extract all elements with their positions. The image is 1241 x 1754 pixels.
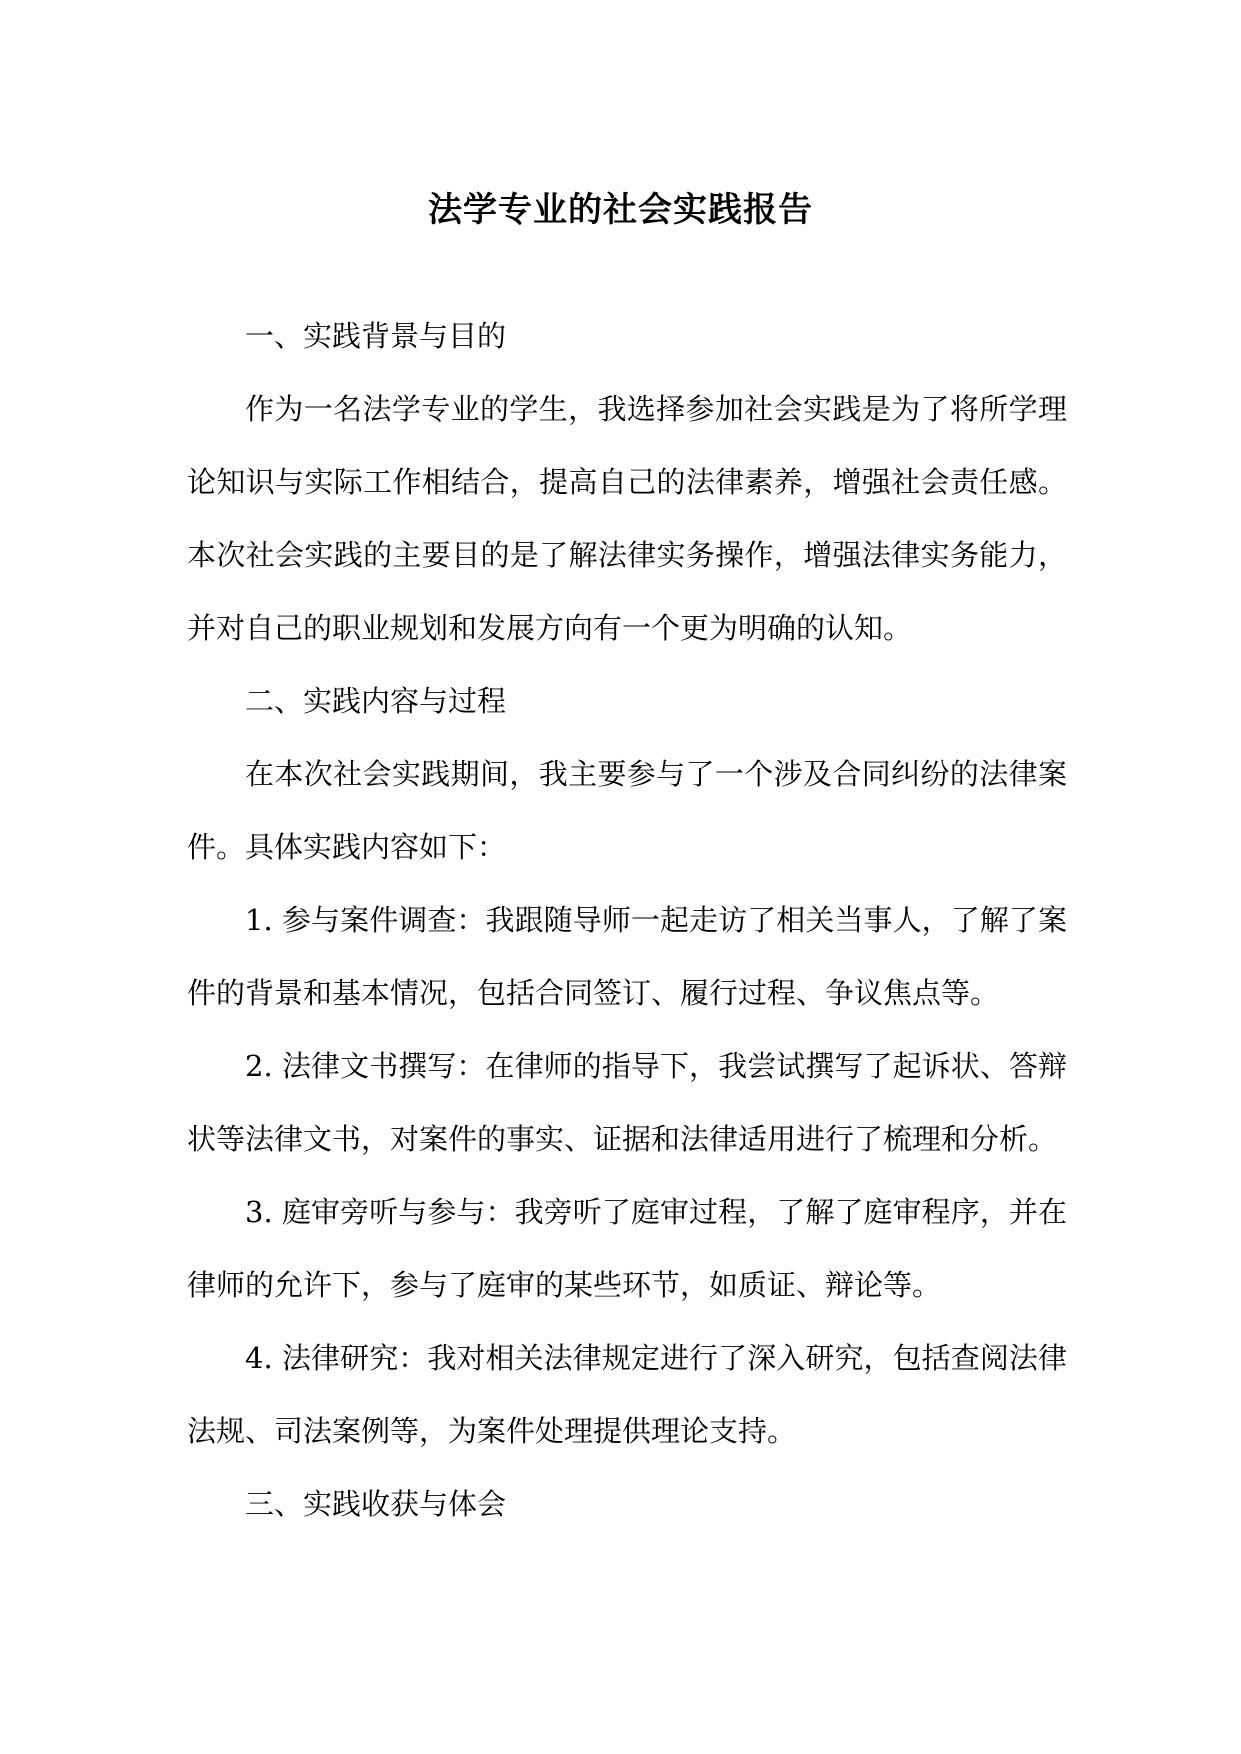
document-title: 法学专业的社会实践报告 xyxy=(428,190,813,230)
section-heading-1: 一、实践背景与目的 xyxy=(245,319,507,353)
list-item-investigation: 1. 参与案件调查：我跟随导师一起走访了相关当事人，了解了案件的背景和基本情况，包括合同签订、履行过程、争议焦点等。 xyxy=(187,903,1067,1010)
section-heading-3: 三、实践收获与体会 xyxy=(245,1487,507,1521)
list-item-trial-attendance: 3. 庭审旁听与参与：我旁听了庭审过程，了解了庭审程序，并在律师的允许下，参与了庭审的某些环节，如质证、辩论等。 xyxy=(187,1195,1067,1302)
paragraph-background: 作为一名法学专业的学生，我选择参加社会实践是为了将所学理论知识与实际工作相结合，提高自己的法律素养，增强社会责任感。本次社会实践的主要目的是了解法律实务操作，增强法律实务能力，并对自己的职业规划和发展方向有一个更为明确的认知。 xyxy=(187,392,1067,645)
document-body xyxy=(187,300,1067,1541)
list-item-document-writing: 2. 法律文书撰写：在律师的指导下，我尝试撰写了起诉状、答辩状等法律文书，对案件的事实、证据和法律适用进行了梳理和分析。 xyxy=(187,1049,1067,1156)
list-item-legal-research: 4. 法律研究：我对相关法律规定进行了深入研究，包括查阅法律法规、司法案例等，为案件处理提供理论支持。 xyxy=(187,1341,1067,1448)
paragraph-content-intro: 在本次社会实践期间，我主要参与了一个涉及合同纠纷的法律案件。具体实践内容如下： xyxy=(187,757,1067,864)
section-heading-2: 二、实践内容与过程 xyxy=(245,684,507,718)
